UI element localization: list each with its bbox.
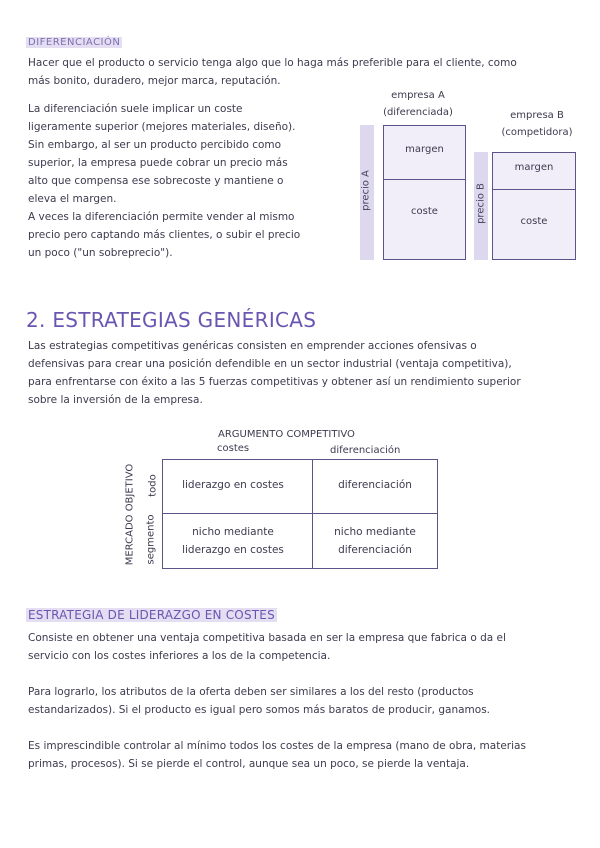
intro-line: más bonito, duradero, mejor marca, reputación. bbox=[28, 75, 281, 87]
cell-niche-cost-line1: nicho mediante bbox=[192, 526, 274, 538]
explanation-line: eleva el margen. bbox=[28, 193, 117, 205]
matrix-col-diferenciacion: diferenciación bbox=[330, 445, 401, 456]
strategy-paragraph-2 bbox=[28, 683, 573, 719]
company-b-subtitle: (competidora) bbox=[501, 127, 573, 138]
section-2-line: para enfrentarse con éxito a las 5 fuerzas competitivas y obtener así un rendimiento superior bbox=[28, 376, 521, 388]
section-2-line: defensivas para crear una posición defendible en un sector industrial (ventaja competitiva), bbox=[28, 358, 512, 370]
section-label-diferenciacion: DIFERENCIACIÓN bbox=[28, 37, 121, 48]
strategy-line: Es imprescindible controlar al mínimo todos los costes de la empresa (mano de obra, materias bbox=[28, 740, 526, 752]
company-a-cost-label: coste bbox=[411, 206, 438, 217]
cell-cost-leadership: liderazgo en costes bbox=[182, 479, 284, 491]
cell-niche-diff-line1: nicho mediante bbox=[334, 526, 416, 538]
price-a-label: precio A bbox=[360, 170, 372, 211]
matrix-row-segmento: segmento bbox=[145, 514, 157, 565]
strategy-title: ESTRATEGIA DE LIDERAZGO EN COSTES bbox=[28, 608, 275, 622]
company-b-margin-label: margen bbox=[514, 162, 554, 173]
explanation-line: ligeramente superior (mejores materiales, diseño). bbox=[28, 121, 296, 133]
matrix-side-title: MERCADO OBJETIVO bbox=[124, 463, 136, 566]
explanation-line: superior, la empresa puede cobrar un precio más bbox=[28, 157, 288, 169]
strategy-line: servicio con los costes inferiores a los de la competencia. bbox=[28, 650, 331, 662]
company-b-cost-label: coste bbox=[520, 216, 548, 227]
explanation-line: Sin embargo, al ser un producto percibido como bbox=[28, 139, 282, 151]
explanation-line: alto que compensa ese sobrecoste y mantiene o bbox=[28, 175, 284, 187]
strategy-line: Para lograrlo, los atributos de la oferta deben ser similares a los del resto (productos bbox=[28, 686, 474, 698]
price-b-label: precio B bbox=[475, 183, 487, 224]
matrix-row-todo: todo bbox=[147, 474, 159, 497]
intro-line: Hacer que el producto o servicio tenga algo que lo haga más preferible para el cliente, como bbox=[28, 57, 517, 69]
section-2-title: 2. ESTRATEGIAS GENÉRICAS bbox=[26, 308, 317, 332]
explanation-line: A veces la diferenciación permite vender al mismo bbox=[28, 211, 295, 223]
explanation-line: un poco ("un sobreprecio"). bbox=[28, 247, 173, 259]
cell-differentiation: diferenciación bbox=[338, 479, 412, 491]
strategy-paragraph-3 bbox=[28, 737, 573, 773]
matrix-top-title: ARGUMENTO COMPETITIVO bbox=[218, 429, 355, 440]
section-2-line: sobre la inversión de la empresa. bbox=[28, 394, 203, 406]
company-a-margin-label: margen bbox=[405, 144, 444, 155]
company-a-title: empresa A bbox=[391, 90, 445, 101]
matrix-col-costes: costes bbox=[217, 443, 250, 454]
strategy-paragraph-1 bbox=[28, 629, 573, 665]
matrix-horizontal-divider bbox=[163, 513, 437, 514]
company-b-title: empresa B bbox=[510, 110, 564, 121]
explanation-line: La diferenciación suele implicar un coste bbox=[28, 103, 243, 115]
section-2-line: Las estrategias competitivas genéricas consisten en emprender acciones ofensivas o bbox=[28, 340, 477, 352]
explanation-line: precio pero captando más clientes, o subir el precio bbox=[28, 229, 301, 241]
cell-niche-diff-line2: diferenciación bbox=[338, 544, 412, 556]
matrix-grid bbox=[162, 459, 438, 569]
strategy-line: primas, procesos). Si se pierde el control, aunque sea un poco, se pierde la ventaja. bbox=[28, 758, 470, 770]
cell-niche-cost-line2: liderazgo en costes bbox=[182, 544, 284, 556]
strategy-line: estandarizados). Si el producto es igual pero somos más baratos de producir, ganamos. bbox=[28, 704, 491, 716]
strategy-line: Consiste en obtener una ventaja competitiva basada en ser la empresa que fabrica o da el bbox=[28, 632, 506, 644]
company-a-subtitle: (diferenciada) bbox=[383, 107, 453, 118]
